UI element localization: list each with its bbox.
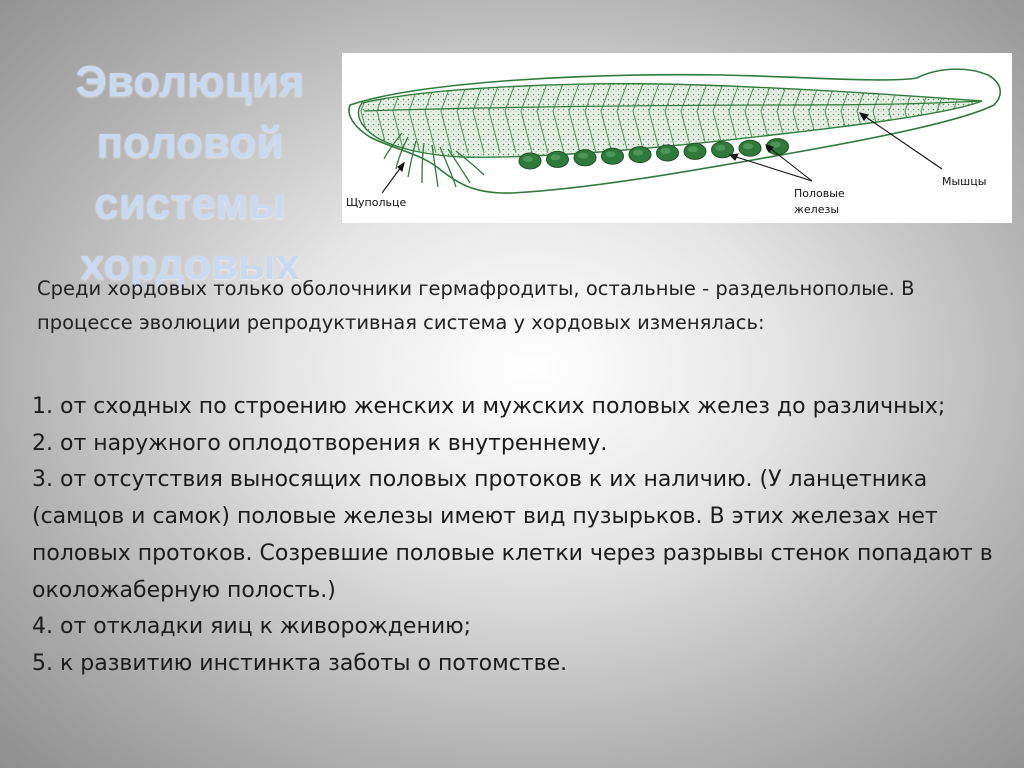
title-line: системы: [94, 179, 286, 229]
list-item: 1. от сходных по строению женских и мужских половых желез до различных;: [32, 394, 946, 419]
muscle-chevron: [937, 81, 948, 153]
slide-title: [40, 51, 340, 295]
intro-paragraph: Среди хордовых только оболочники гермафродиты, остальные - раздельнополые. В процессе эволюции репродуктивная система у хордовых изменялась:: [37, 277, 915, 334]
gonad-highlight: [578, 153, 588, 159]
evolution-list: [32, 389, 1007, 683]
gonad-highlight: [743, 143, 753, 149]
title-line: Эволюция: [75, 57, 305, 107]
label-muscles: Мышцы: [942, 175, 987, 188]
title-line: хордовых: [80, 240, 300, 290]
gonad-highlight: [633, 150, 643, 156]
lancelet-diagram: [342, 53, 1012, 223]
list-item: 3. от отсутствия выносящих половых протоков к их наличию. (У ланцетника (самцов и самок) половые железы имеют вид пузырьков. В этих железах нет половых протоков. Созревшие половые клетки через разрывы стенок попадают в околожаберную полость.): [32, 467, 993, 603]
gonad-highlight: [551, 154, 561, 160]
muscle-chevron: [969, 81, 980, 153]
gonad-highlight: [523, 156, 533, 162]
gonad-highlight: [661, 148, 671, 154]
list-item: 4. от откладки яиц к живорождению;: [32, 614, 472, 640]
gonad-highlight: [688, 146, 698, 152]
gonad-highlight: [606, 151, 616, 157]
label-gonads-line2: железы: [794, 203, 840, 216]
label-gonads-line1: Половые: [794, 187, 845, 200]
muscle-chevron: [921, 81, 932, 153]
list-item: 5. к развитию инстинкта заботы о потомстве.: [32, 650, 568, 676]
gonad-highlight: [716, 145, 726, 151]
label-tentacle: Щупольце: [346, 196, 407, 209]
lancelet-figure: [342, 53, 1012, 223]
list-item: 2. от наружного оплодотворения к внутреннему.: [32, 430, 608, 456]
title-line: половой: [96, 118, 284, 168]
